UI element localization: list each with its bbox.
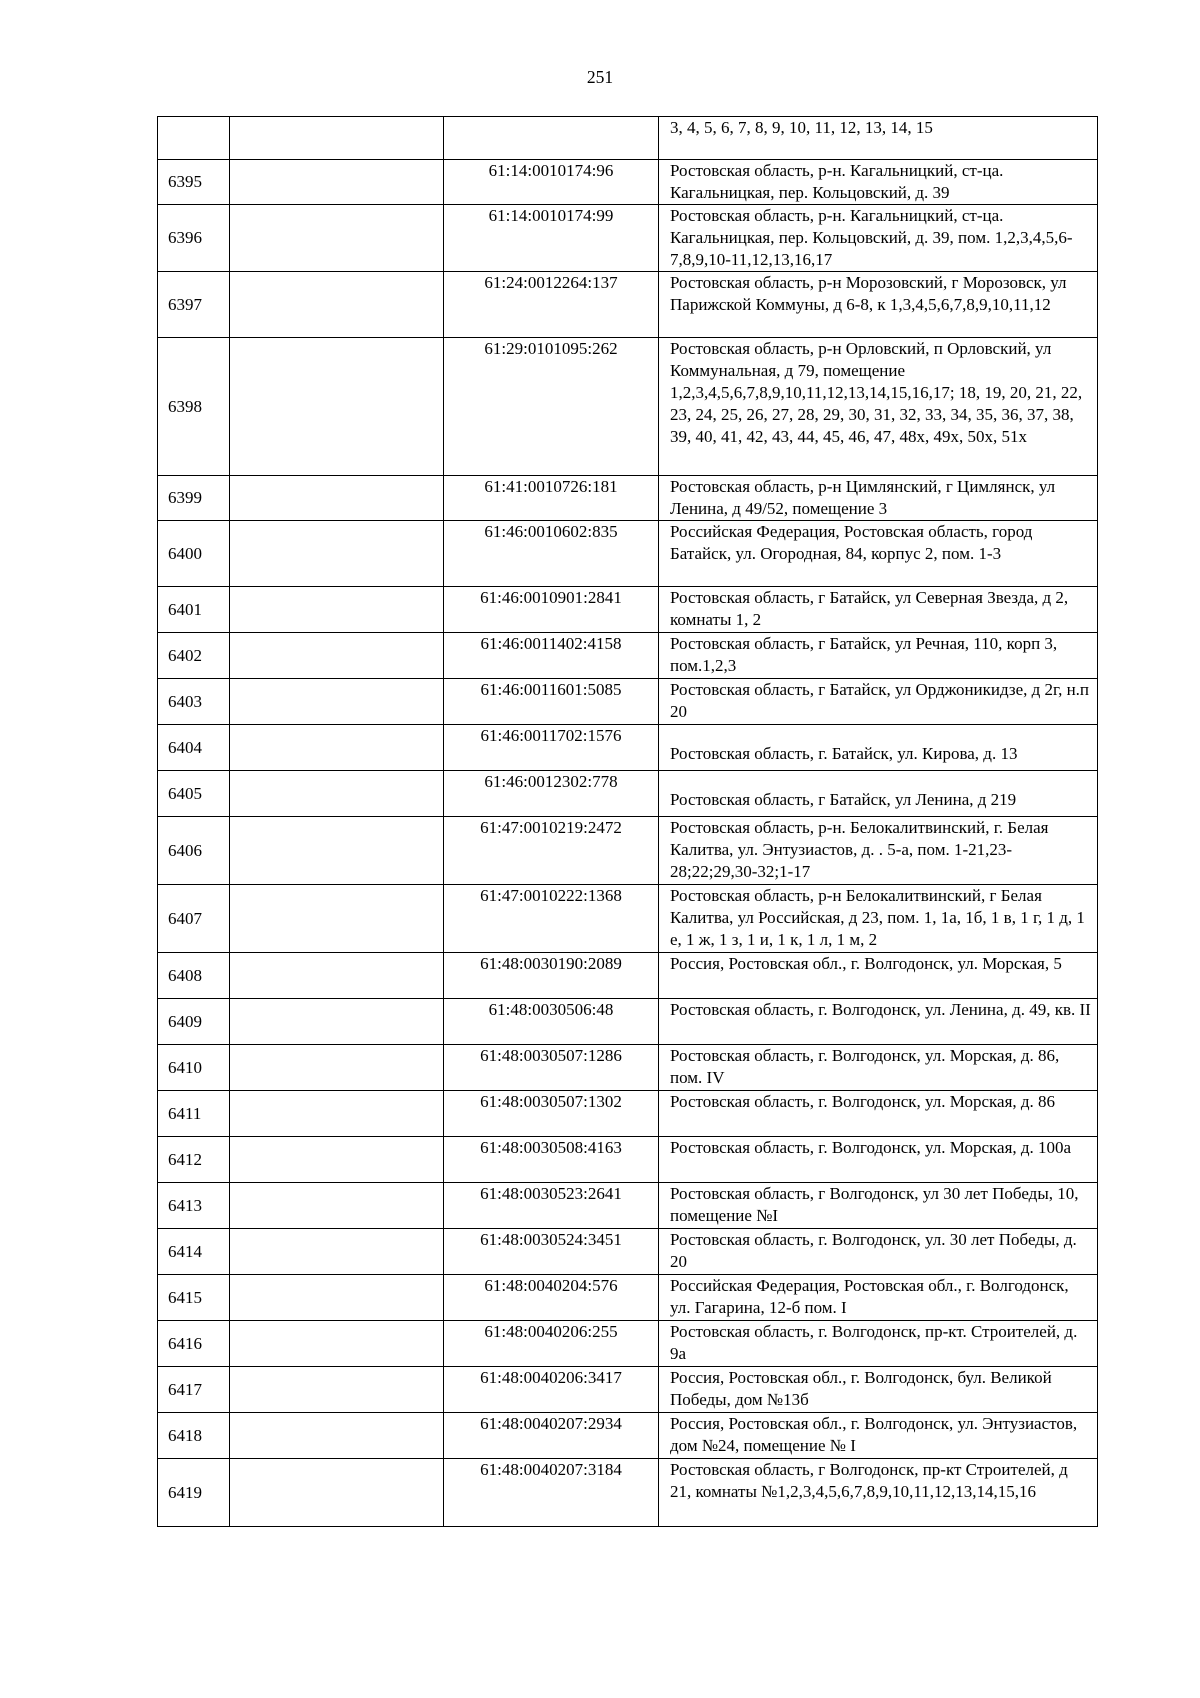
address-cell: Ростовская область, р-н. Кагальницкий, ст-ца. Кагальницкая, пер. Кольцовский, д. 39	[659, 160, 1098, 205]
row-number-cell: 6402	[158, 633, 230, 679]
table-row	[158, 338, 1098, 476]
table-row	[158, 587, 1098, 633]
empty-cell	[230, 1091, 444, 1137]
empty-cell	[230, 587, 444, 633]
empty-cell	[230, 1321, 444, 1367]
empty-cell	[230, 1183, 444, 1229]
table-row	[158, 1091, 1098, 1137]
cadastral-number-cell: 61:46:0010602:835	[444, 521, 659, 587]
empty-cell	[230, 771, 444, 817]
table-row	[158, 205, 1098, 272]
empty-cell	[230, 521, 444, 587]
address-cell: Ростовская область, г. Волгодонск, ул. Морская, д. 86, пом. IV	[659, 1045, 1098, 1091]
cadastral-number-cell: 61:14:0010174:96	[444, 160, 659, 205]
row-number-cell: 6417	[158, 1367, 230, 1413]
table-row	[158, 1045, 1098, 1091]
address-cell: Ростовская область, г Волгодонск, ул 30 лет Победы, 10, помещение №I	[659, 1183, 1098, 1229]
cadastral-number-cell: 61:48:0040204:576	[444, 1275, 659, 1321]
cadastral-number-cell: 61:14:0010174:99	[444, 205, 659, 272]
table-row	[158, 1321, 1098, 1367]
row-number-cell: 6412	[158, 1137, 230, 1183]
row-number-cell: 6404	[158, 725, 230, 771]
cadastral-number-cell: 61:46:0012302:778	[444, 771, 659, 817]
address-cell: Ростовская область, р-н. Белокалитвинский, г. Белая Калитва, ул. Энтузиастов, д. . 5-а, пом. 1-21,23-28;22;29,30-32;1-17	[659, 817, 1098, 885]
cadastral-number-cell: 61:46:0011601:5085	[444, 679, 659, 725]
cadastral-number-cell	[444, 117, 659, 160]
address-cell: Ростовская область, р-н Морозовский, г Морозовск, ул Парижской Коммуны, д 6-8, к 1,3,4,5,6,7,8,9,10,11,12	[659, 272, 1098, 338]
row-number-cell: 6403	[158, 679, 230, 725]
empty-cell	[230, 1045, 444, 1091]
empty-cell	[230, 885, 444, 953]
empty-cell	[230, 272, 444, 338]
row-number-cell: 6396	[158, 205, 230, 272]
address-cell: 3, 4, 5, 6, 7, 8, 9, 10, 11, 12, 13, 14, 15	[659, 117, 1098, 160]
empty-cell	[230, 817, 444, 885]
row-number-cell: 6408	[158, 953, 230, 999]
row-number-cell: 6407	[158, 885, 230, 953]
address-cell: Ростовская область, г Батайск, ул Северная Звезда, д 2, комнаты 1, 2	[659, 587, 1098, 633]
table-row	[158, 1413, 1098, 1459]
table-row	[158, 953, 1098, 999]
empty-cell	[230, 160, 444, 205]
row-number-cell: 6414	[158, 1229, 230, 1275]
address-cell: Ростовская область, г. Волгодонск, пр-кт. Строителей, д. 9а	[659, 1321, 1098, 1367]
empty-cell	[230, 1137, 444, 1183]
address-cell: Ростовская область, р-н Орловский, п Орловский, ул Коммунальная, д 79, помещение 1,2,3,4,5,6,7,8,9,10,11,12,13,14,15,16,17; 18, 19, 20, 21, 22, 23, 24, 25, 26, 27, 28, 29, 30, 31, 32, 33, 34, 35, 36, 37, 38, 39, 40, 41, 42, 43, 44, 45, 46, 47, 48х, 49х, 50х, 51х	[659, 338, 1098, 476]
address-cell: Российская Федерация, Ростовская область, город Батайск, ул. Огородная, 84, корпус 2, пом. 1-3	[659, 521, 1098, 587]
cadastral-number-cell: 61:48:0030190:2089	[444, 953, 659, 999]
cadastral-number-cell: 61:48:0040206:255	[444, 1321, 659, 1367]
cadastral-number-cell: 61:47:0010222:1368	[444, 885, 659, 953]
table-row	[158, 817, 1098, 885]
empty-cell	[230, 476, 444, 521]
address-cell: Ростовская область, г Батайск, ул Ленина, д 219	[659, 771, 1098, 817]
address-cell: Ростовская область, г. Батайск, ул. Кирова, д. 13	[659, 725, 1098, 771]
page-number: 251	[586, 67, 614, 87]
row-number-cell: 6418	[158, 1413, 230, 1459]
table-row	[158, 1367, 1098, 1413]
row-number-cell: 6399	[158, 476, 230, 521]
table-row	[158, 725, 1098, 771]
row-number-cell: 6419	[158, 1459, 230, 1527]
address-cell: Ростовская область, р-н Белокалитвинский, г Белая Калитва, ул Российская, д 23, пом. 1, 1а, 1б, 1 в, 1 г, 1 д, 1 е, 1 ж, 1 з, 1 и, 1 к, 1 л, 1 м, 2	[659, 885, 1098, 953]
address-cell: Ростовская область, г Батайск, ул Орджоникидзе, д 2г, н.п 20	[659, 679, 1098, 725]
table-row	[158, 885, 1098, 953]
table-row	[158, 476, 1098, 521]
table-row	[158, 1137, 1098, 1183]
empty-cell	[230, 953, 444, 999]
address-cell: Ростовская область, г. Волгодонск, ул. Ленина, д. 49, кв. II	[659, 999, 1098, 1045]
empty-cell	[230, 679, 444, 725]
row-number-cell: 6401	[158, 587, 230, 633]
table-row	[158, 117, 1098, 160]
row-number-cell: 6415	[158, 1275, 230, 1321]
table-row	[158, 771, 1098, 817]
row-number-cell: 6400	[158, 521, 230, 587]
table-row	[158, 272, 1098, 338]
row-number-cell	[158, 117, 230, 160]
address-cell: Ростовская область, р-н Цимлянский, г Цимлянск, ул Ленина, д 49/52, помещение 3	[659, 476, 1098, 521]
empty-cell	[230, 1367, 444, 1413]
empty-cell	[230, 1413, 444, 1459]
cadastral-number-cell: 61:29:0101095:262	[444, 338, 659, 476]
row-number-cell: 6398	[158, 338, 230, 476]
row-number-cell: 6411	[158, 1091, 230, 1137]
row-number-cell: 6405	[158, 771, 230, 817]
address-cell: Ростовская область, г. Волгодонск, ул. Морская, д. 100а	[659, 1137, 1098, 1183]
table-row	[158, 999, 1098, 1045]
empty-cell	[230, 1459, 444, 1527]
row-number-cell: 6395	[158, 160, 230, 205]
cadastral-number-cell: 61:46:0011702:1576	[444, 725, 659, 771]
table-row	[158, 679, 1098, 725]
empty-cell	[230, 117, 444, 160]
row-number-cell: 6397	[158, 272, 230, 338]
address-cell: Российская Федерация, Ростовская обл., г. Волгодонск, ул. Гагарина, 12-б пом. I	[659, 1275, 1098, 1321]
row-number-cell: 6416	[158, 1321, 230, 1367]
cadastral-number-cell: 61:48:0030508:4163	[444, 1137, 659, 1183]
address-cell: Ростовская область, г. Волгодонск, ул. Морская, д. 86	[659, 1091, 1098, 1137]
row-number-cell: 6413	[158, 1183, 230, 1229]
cadastral-number-cell: 61:48:0030524:3451	[444, 1229, 659, 1275]
empty-cell	[230, 205, 444, 272]
empty-cell	[230, 338, 444, 476]
row-number-cell: 6409	[158, 999, 230, 1045]
registry-table	[157, 116, 1098, 1527]
cadastral-number-cell: 61:48:0030507:1286	[444, 1045, 659, 1091]
table-row	[158, 633, 1098, 679]
empty-cell	[230, 633, 444, 679]
cadastral-number-cell: 61:48:0030523:2641	[444, 1183, 659, 1229]
table-row	[158, 160, 1098, 205]
cadastral-number-cell: 61:48:0030507:1302	[444, 1091, 659, 1137]
address-cell: Россия, Ростовская обл., г. Волгодонск, бул. Великой Победы, дом №13б	[659, 1367, 1098, 1413]
table-row	[158, 1183, 1098, 1229]
empty-cell	[230, 1275, 444, 1321]
address-cell: Ростовская область, р-н. Кагальницкий, ст-ца. Кагальницкая, пер. Кольцовский, д. 39, пом. 1,2,3,4,5,6-7,8,9,10-11,12,13,16,17	[659, 205, 1098, 272]
cadastral-number-cell: 61:41:0010726:181	[444, 476, 659, 521]
address-cell: Ростовская область, г. Волгодонск, ул. 30 лет Победы, д. 20	[659, 1229, 1098, 1275]
cadastral-number-cell: 61:48:0040207:3184	[444, 1459, 659, 1527]
address-cell: Ростовская область, г Волгодонск, пр-кт Строителей, д 21, комнаты №1,2,3,4,5,6,7,8,9,10,11,12,13,14,15,16	[659, 1459, 1098, 1527]
cadastral-number-cell: 61:48:0040207:2934	[444, 1413, 659, 1459]
cadastral-number-cell: 61:46:0010901:2841	[444, 587, 659, 633]
empty-cell	[230, 999, 444, 1045]
row-number-cell: 6410	[158, 1045, 230, 1091]
table-row	[158, 1229, 1098, 1275]
empty-cell	[230, 725, 444, 771]
table-row	[158, 521, 1098, 587]
table-row	[158, 1275, 1098, 1321]
cadastral-number-cell: 61:24:0012264:137	[444, 272, 659, 338]
row-number-cell: 6406	[158, 817, 230, 885]
table-row	[158, 1459, 1098, 1527]
address-cell: Ростовская область, г Батайск, ул Речная, 110, корп 3, пом.1,2,3	[659, 633, 1098, 679]
cadastral-number-cell: 61:48:0030506:48	[444, 999, 659, 1045]
cadastral-number-cell: 61:47:0010219:2472	[444, 817, 659, 885]
cadastral-number-cell: 61:46:0011402:4158	[444, 633, 659, 679]
address-cell: Россия, Ростовская обл., г. Волгодонск, ул. Морская, 5	[659, 953, 1098, 999]
address-cell: Россия, Ростовская обл., г. Волгодонск, ул. Энтузиастов, дом №24, помещение № I	[659, 1413, 1098, 1459]
empty-cell	[230, 1229, 444, 1275]
cadastral-number-cell: 61:48:0040206:3417	[444, 1367, 659, 1413]
